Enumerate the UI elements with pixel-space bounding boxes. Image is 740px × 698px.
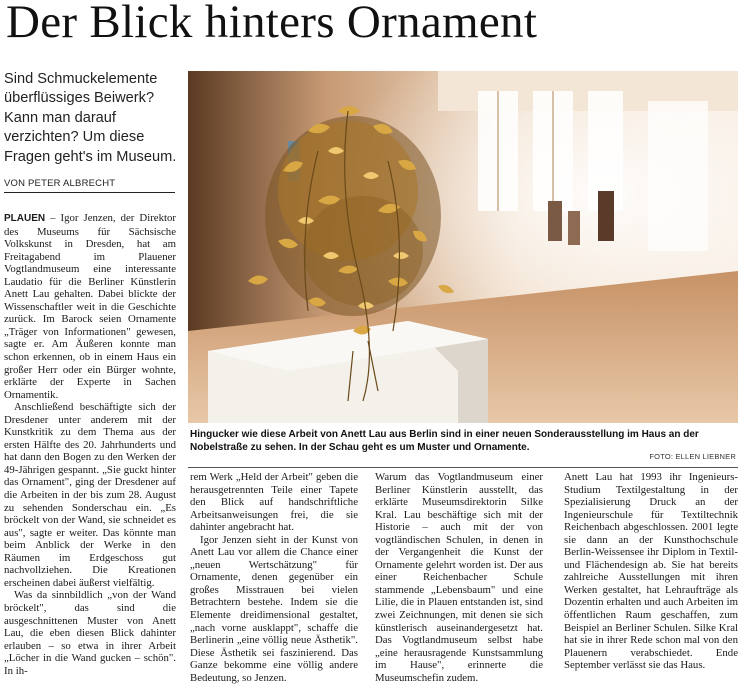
article-column-3 <box>375 471 543 684</box>
paragraph: Was da sinnbildlich „von der Wand bröckelt", das sind die ausgeschnittenen Muster von Anett Lau, die eben diesen Blick dahinter erlauben – so etwa in ihrer Arbeit „Löcher in die Wand gucken – schön". In ih- <box>4 589 176 677</box>
article-column-4 <box>564 471 738 672</box>
paragraph: rem Werk „Held der Arbeit" geben die herausgetrennten Teile einer Tapete den Blick auf handschriftliche Arbeitsanweisungen frei, die sie dahinter angebracht hat. <box>190 471 358 534</box>
location-marker: PLAUEN <box>4 213 46 224</box>
paragraph: Anett Lau hat 1993 ihr Ingenieurs-Studium Textilgestaltung in der Spezialisierung Druck an der Ingenieurschule für Textiltechnik Reichenbach abgeschlossen. 2001 legte sie dann an der Kunsthochschule Berlin-Weissensee ihr Diplom in Textil- und Flächendesign ab. Sie hat bereits zahlreiche Ausstellungen mit ihren Werken gestaltet, hat Lehraufträge als Dozentin erhalten und auch Arbeiten im öffentlichen Raum geschaffen, zum Beispiel an Berliner Schulen. Silke Kral hat sie in ihrer Rede schon mal von den Plauenern verabschiedet. Ende September verlässt sie das Haus. <box>564 471 738 672</box>
article-column-2 <box>190 471 358 684</box>
paragraph: Igor Jenzen sieht in der Kunst von Anett Lau vor allem die Chance einer „neuen Wertschätzung" für Ornamente, denen gegenüber ein großes Misstrauen bei vielen Betrachtern bestehe. Indem sie die Elemente dreidimensional gestaltet, „nach vorne ausklappt", schaffe die Berlinerin „eine völlig neue Ästhetik". Diese Ästhetik sei faszinierend. Das Ganze bekomme eine völlig andere Bedeutung, so Jenzen. <box>190 533 358 684</box>
sculpture-photo-graphic <box>188 71 738 423</box>
photo-caption: Hingucker wie diese Arbeit von Anett Lau aus Berlin sind in einer neuen Sonderausstellung im Haus an der Nobelstraße zu sehen. In der Schau geht es um Muster und Ornamente. <box>190 429 699 453</box>
teaser-text: Sind Schmuckelemente überflüssiges Beiwerk? Kann man darauf verzichten? Um diese Fragen geht's im Museum. <box>4 71 177 165</box>
paragraph: PLAUEN – Igor Jenzen, der Direktor des Museums für Sächsische Volkskunst in Dresden, hat am Freitagabend im Plauener Vogtlandmuseum eine interessante Laudatio für die Berliner Künstlerin Anett Lau gehalten. Dabei blickte der Wissenschaftler weit in die Geschichte zurück. Im Barock seien Ornamente „Träger von Informationen" gewesen, sagte er. Am Äußeren konnte man schon erkennen, ob in einem Haus ein großer Herr oder ein Bürger wohnte, erklärte der Experte in Sachen Ornamentik. <box>4 212 176 401</box>
caption-divider <box>188 467 738 468</box>
paragraph: Warum das Vogtlandmuseum einer Berliner Künstlerin ausstellt, das erklärte Museumsdirektorin Silke Kral. Lau beschäftige sich mit der Historie – auch mit der von vogtländischen Schulen, in denen in der Vergangenheit die Kunst der Ornamente gelehrt worden ist. Der aus einer Reichenbacher Schule stammende „Lebensbaum" und eine Lilie, die in Plauen entstanden ist, sind zwei Zeichnungen, mit denen sie sich künstlerisch auseinandergesetzt hat. Das Vogtlandmuseum selbst habe „eine herausragende Kunstsammlung im Hause", erinnerte die Museumschefin zudem. <box>375 471 543 684</box>
article-photo <box>188 71 738 423</box>
photo-credit: FOTO: ELLEN LIEBNER <box>649 452 736 461</box>
byline: VON PETER ALBRECHT <box>4 178 175 193</box>
paragraph: Anschließend beschäftigte sich der Dresdener unter anderem mit der Kunstkritik zu dem Thema aus der ersten Hälfte des 20. Jahrhunderts und hat dann den Bogen zu den Werken der 49-Jährigen gespannt. „Sie guckt hinter das Ornament", ging der Dresdener auf die Arbeiten in der bis zum 28. August zu sehenden Sonderschau ein. „Es bröckelt von der Wand, sie schneidet es aus", sagte er weiter. Das könnte man beim Anblick der Werke in den Räumen im Erdgeschoss gut nachvollziehen. Die Kreationen erscheinen dabei äußerst vielfältig. <box>4 401 176 589</box>
headline: Der Blick hinters Ornament <box>6 0 538 48</box>
article-column-1 <box>4 212 176 677</box>
